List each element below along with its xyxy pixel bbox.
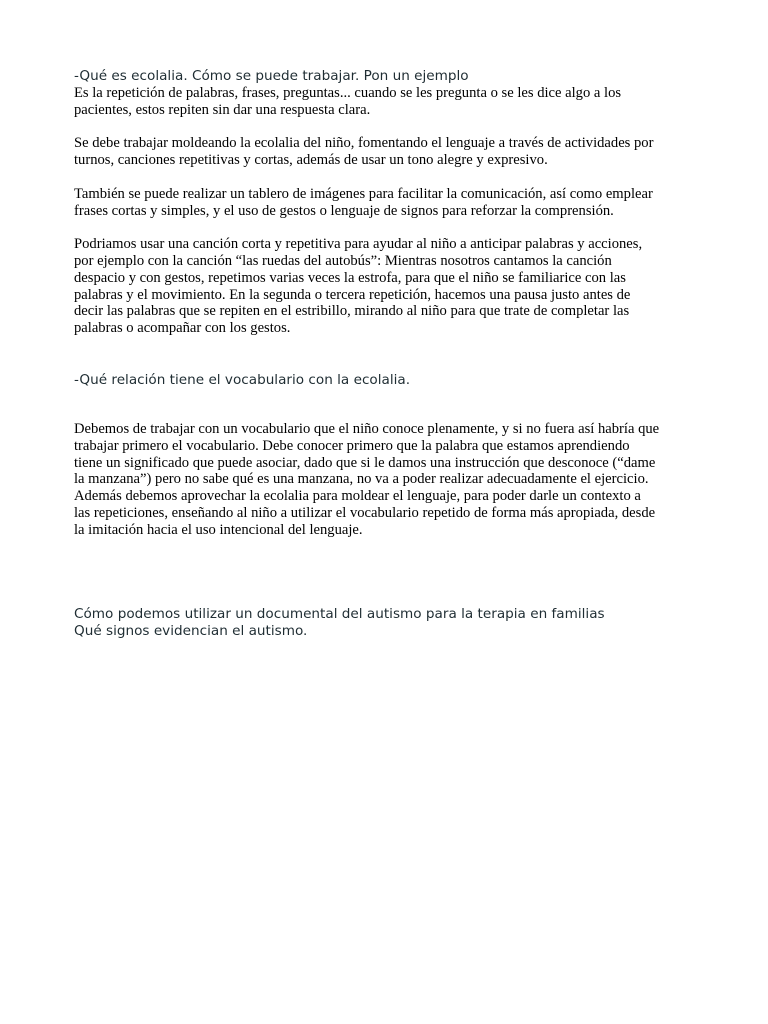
paragraph-how-to-work: Se debe trabajar moldeando la ecolalia del niño, fomentando el lenguaje a través de actividades por turnos, canciones repetitivas y cortas, además de usar un tono alegre y expresivo.: [74, 135, 654, 169]
section-heading-vocabulary: -Qué relación tiene el vocabulario con la ecolalia.: [74, 371, 411, 388]
section-heading-documentary: Cómo podemos utilizar un documental del autismo para la terapia en familias Qué signos evidencian el autismo.: [74, 605, 605, 639]
paragraph-image-board: También se puede realizar un tablero de imágenes para facilitar la comunicación, así como emplear frases cortas y simples, y el uso de gestos o lenguaje de signos para reforzar la comprensión.: [74, 185, 653, 219]
document-page: [74, 68, 706, 640]
paragraph-example: Podriamos usar una canción corta y repetitiva para ayudar al niño a anticipar palabras y acciones, por ejemplo con la canción “las ruedas del autobús”: Mientras nosotros cantamos la canción despacio y con gestos, repetimos varias veces la estrofa, para que el niño se familiarice con las palabras y el movimiento. En la segunda o tercera repetición, hacemos una pausa justo antes de decir las palabras que se repiten en el estribillo, mirando al niño para que trate de completar las palabras o acompañar con los gestos.: [74, 236, 643, 337]
paragraph-definition: Es la repetición de palabras, frases, preguntas... cuando se les pregunta o se les dice algo a los pacientes, estos repiten sin dar una respuesta clara.: [74, 85, 622, 118]
paragraph-vocabulary: Debemos de trabajar con un vocabulario que el niño conoce plenamente, y si no fuera así habría que trabajar primero el vocabulario. Debe conocer primero que la palabra que estamos aprendiendo tiene un significado que puede asociar, dado que si le damos una instrucción que desconoce (“dame la manzana”) pero no sabe qué es una manzana, no va a poder realizar adecuadamente el ejercicio. Además debemos aprovechar la ecolalia para moldear el lenguaje, para poder darle un contexto a las repeticiones, enseñando al niño a utilizar el vocabulario repetido de forma más apropiada, desde la imitación hacia el uso intencional del lenguaje.: [74, 420, 660, 538]
section-heading-ecolalia: -Qué es ecolalia. Cómo se puede trabajar. Pon un ejemplo: [74, 68, 469, 84]
